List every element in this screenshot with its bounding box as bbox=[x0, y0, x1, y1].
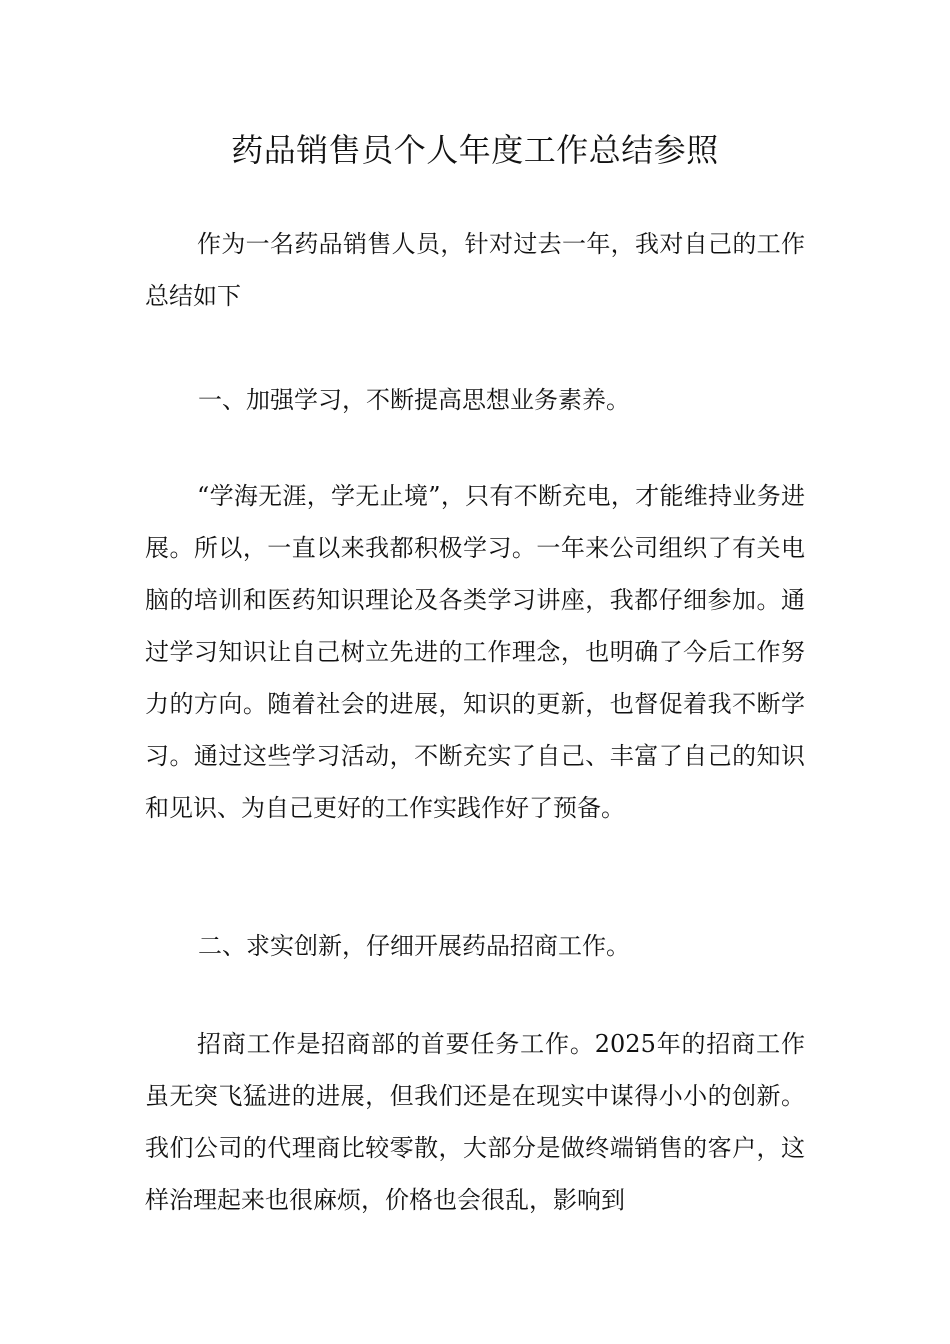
intro-paragraph: 作为一名药品销售人员，针对过去一年，我对自己的工作总结如下 bbox=[145, 230, 805, 310]
section1-heading: 一、加强学习，不断提高思想业务素养。 bbox=[198, 386, 630, 414]
section2-heading: 二、求实创新，仔细开展药品招商工作。 bbox=[198, 932, 630, 960]
section2-body: 招商工作是招商部的首要任务工作。2025年的招商工作虽无突飞猛进的进展，但我们还是在现实中谋得小小的创新。我们公司的代理商比较零散，大部分是做终端销售的客户，这样治理起来也很麻烦，价格也会很乱，影响到 bbox=[145, 1030, 805, 1214]
document-title: 药品销售员个人年度工作总结参照 bbox=[231, 131, 719, 169]
section1-body: “学海无涯，学无止境”，只有不断充电，才能维持业务进展。所以，一直以来我都积极学习。一年来公司组织了有关电脑的培训和医药知识理论及各类学习讲座，我都仔细参加。通过学习知识让自己树立先进的工作理念，也明确了今后工作努力的方向。随着社会的进展，知识的更新，也督促着我不断学习。通过这些学习活动，不断充实了自己、丰富了自己的知识和见识、为自己更好的工作实践作好了预备。 bbox=[145, 482, 805, 822]
